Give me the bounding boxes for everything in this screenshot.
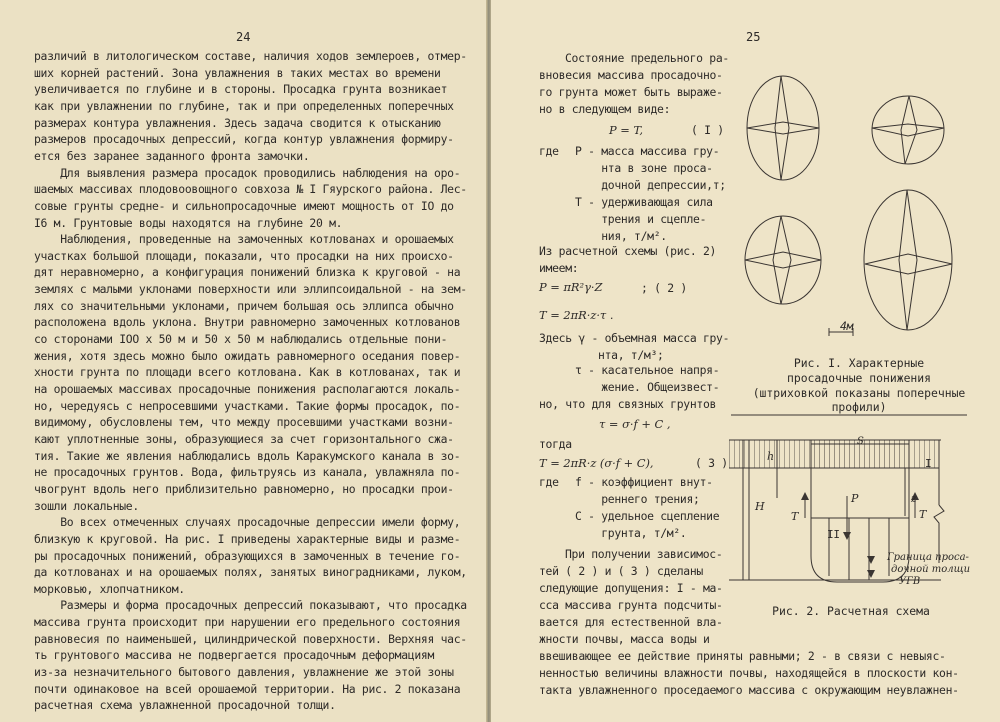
depression-outline-2 — [872, 96, 944, 164]
body-text-line: со сторонами IOO х 50 м и 50 х 50 м наблюдались отдельные пони- — [34, 332, 448, 347]
body-text-line: I6 м. Грунтовые воды находятся на глубине 20 м. — [34, 215, 343, 230]
body-text-line: различий в литологическом составе, наличия ходов землероев, отмер- — [34, 49, 467, 63]
bottom-line: такта увлажненного проседаемого массива с окружающим неувлажнен- — [539, 683, 959, 697]
label-boundary: Граница проса- — [887, 552, 969, 563]
label-t-left: T — [791, 510, 799, 523]
assumption-line: тей ( 2 ) и ( 3 ) сделаны — [539, 564, 703, 578]
intro-line: вновесия массива просадочно- — [539, 68, 723, 82]
here-line: нта, т/м³; — [539, 348, 664, 362]
def-p-line: нта в зоне проса- — [575, 161, 713, 175]
body-text-line: землях с малыми уклонами поверхности или эллипсоидальной - на зем- — [34, 282, 467, 297]
label-zone-2: II — [827, 528, 840, 541]
equation-1: P = T, — [609, 123, 643, 137]
left-page — [0, 0, 487, 722]
body-text-line: шаемых массивах плодовоовощного совхоза № I Гяурского района. Лес- — [34, 182, 467, 197]
body-text-line: расчетная схема увлажненной просадочной толщи. — [34, 698, 336, 713]
def-t-line: ния, т/м². — [575, 229, 667, 243]
where-label: где — [539, 144, 559, 158]
page-number-left: 24 — [236, 30, 251, 44]
scale-bar-label: 4м — [840, 319, 854, 333]
body-text-line: лях со значительными уклонами, причем большая ось эллипса обычно — [34, 298, 454, 313]
then-label: тогда — [539, 437, 572, 451]
def-f-line: реннего трения; — [575, 492, 700, 506]
figure-1-caption-line: просадочные понижения — [786, 371, 931, 385]
label-ugv: УГВ — [899, 576, 921, 587]
equation-1-number: ( I ) — [691, 123, 724, 137]
equation-3-number: ( 3 ) — [695, 456, 728, 470]
figure-1-depressions — [741, 70, 971, 350]
assumption-line: сса массива грунта подсчиты- — [539, 598, 723, 612]
body-text-line: ры просадочных понижений, образующихся в замоченных в течение го- — [34, 548, 461, 563]
label-h: h — [767, 450, 775, 463]
equation-3: T = 2πR·z (σ·f + C), — [539, 456, 654, 470]
def-p-line: дочной депрессии,т; — [575, 178, 726, 192]
depression-outline-1 — [747, 76, 819, 180]
def-c-line: грунта, т/м². — [575, 526, 687, 540]
depression-outline-3 — [745, 216, 821, 304]
def-f-line: f - коэффициент внут- — [575, 475, 713, 489]
label-t-right: T — [919, 508, 927, 521]
body-text-line: из-за незначительного бытового давления, увлажнение же этой зоны — [34, 665, 454, 680]
assumption-line: жности почвы, масса воды и — [539, 632, 710, 646]
tau-line: но, что для связных грунтов — [539, 397, 717, 411]
equation-2: P = πR²γ·Z — [539, 280, 603, 294]
body-text-line: Во всех отмеченных случаях просадочные депрессии имели форму, — [34, 515, 461, 530]
body-text-line: близкую к круговой. На рис. I приведены характерные виды и разме- — [34, 531, 461, 546]
equation-2-number: ; ( 2 ) — [641, 281, 687, 295]
equation-3a: τ = σ·f + C , — [599, 417, 671, 431]
body-text-line: увеличивается по глубине и в стороны. Просадка грунта возникает — [34, 82, 448, 97]
bottom-line: ненностью величины влажности почвы, находящейся в плоскости кон- — [539, 666, 959, 680]
body-text-line: морковью, хлопчатником. — [34, 581, 185, 596]
label-z: z — [911, 492, 917, 505]
depression-outline-4 — [864, 190, 952, 330]
body-text-line: массива грунта происходит при нарушении его предельного состояния — [34, 615, 461, 630]
figure-1-caption-line: Рис. I. Характерные — [793, 356, 925, 370]
figure-1-caption-line: профили) — [831, 400, 887, 414]
assumption-line: следующие допущения: I - ма- — [539, 581, 723, 595]
body-text-line: Для выявления размера просадок проводились наблюдения на оро- — [34, 165, 461, 180]
scheme-line: имеем: — [539, 261, 579, 275]
body-text-line: совые грунты средне- и сильнопросадочные имеют мощность от IO до — [34, 198, 454, 213]
label-s: S — [857, 436, 864, 447]
equation-2b: T = 2πR·z·τ . — [539, 308, 614, 322]
def-p-line: P - масса массива гру- — [575, 144, 720, 158]
separator-rule — [731, 414, 971, 418]
body-text-line: кают уплотненные зоны, образующиеся за счет горизонтального сжа- — [34, 431, 454, 446]
figure-2-caption: Рис. 2. Расчетная схема — [772, 604, 930, 618]
def-c-line: C - удельное сцепление — [575, 509, 720, 523]
body-text-line: зошли локальные. — [34, 498, 139, 513]
tau-line: τ - касательное напря- — [575, 363, 720, 377]
body-text-line: размеров просадочных депрессий, когда контур увлажнения формиру- — [34, 132, 454, 147]
here-line: Здесь γ - объемная масса гру- — [539, 331, 730, 345]
assumption-line: вается для естественной вла- — [539, 615, 723, 629]
scheme-line: Из расчетной схемы (рис. 2) — [539, 244, 717, 258]
body-text-line: но, чередуясь с непросевшими участками. Такие формы просадок, по- — [34, 398, 461, 413]
def-t-line: трения и сцепле- — [575, 212, 707, 226]
body-text-line: ших корней растений. Зона увлажнения в таких местах во времени — [34, 65, 441, 80]
body-text-line: дят неравномерно, а конфигурация понижений близка к круговой - на — [34, 265, 461, 280]
body-text-line: Наблюдения, проведенные на замоченных котлованах и орошаемых — [34, 232, 454, 247]
right-page — [491, 0, 1000, 722]
body-text-line: видимому, обусловлены тем, что между просевшими участками возни- — [34, 415, 454, 430]
body-text-line: почти одинаковое на всей орошаемой территории. На рис. 2 показана — [34, 681, 461, 696]
bottom-line: ввешивающее ее действие приняты равными; 2 - в связи с невыяс- — [539, 649, 946, 663]
body-text-line: жения, хотя здесь можно было ожидать равномерного оседания повер- — [34, 348, 461, 363]
body-text-line: ть грунтового массива не подвергается просадочным деформациям — [34, 648, 435, 663]
body-text-line: ется без заранее заданного фронта замочки. — [34, 148, 310, 163]
tau-line: жение. Общеизвест- — [575, 380, 720, 394]
where-label: где — [539, 475, 559, 489]
def-t-line: T - удерживающая сила — [575, 195, 713, 209]
label-zone-1: I — [925, 457, 932, 470]
intro-line: но в следующем виде: — [539, 102, 671, 116]
body-text-line: не просадочных грунтов. Вода, фильтруясь из канала, увлажняла по- — [34, 465, 461, 480]
figure-1-caption-line: (штриховкой показаны поперечные — [752, 386, 966, 400]
label-boundary: дочной толщи — [891, 564, 971, 575]
body-text-line: равновесия по наименьшей, цилиндрической поверхности. Верхняя час- — [34, 631, 467, 646]
body-text-line: Размеры и форма просадочных депрессий показывают, что просадка — [34, 598, 467, 613]
label-H: H — [755, 500, 765, 513]
body-text-line: да котлованах и на орошаемых полях, занятых виноградниками, луком, — [34, 565, 467, 580]
assumption-line: При получении зависимос- — [565, 547, 723, 561]
body-text-line: как при увлажнении по глубине, так и при определенных поперечных — [34, 98, 454, 113]
body-text-line: чвогрунт вдоль него приблизительно равномерно, но просадки прои- — [34, 481, 454, 496]
intro-line: Состояние предельного ра- — [565, 51, 729, 65]
body-text-line: размерах контура увлажнения. Здесь задача сводится к отысканию — [34, 115, 441, 130]
body-text-line: на орошаемых массивах просадочные понижения располагаются локаль- — [34, 382, 461, 396]
body-text-line: участках большой площади, показали, что просадки на них происхо- — [34, 248, 454, 263]
body-text-line: расположена вдоль уклона. Внутри равномерно замоченных котлованов — [34, 315, 461, 330]
intro-line: го грунта может быть выраже- — [539, 85, 723, 99]
page-number-right: 25 — [746, 30, 761, 44]
body-text-line: тия. Такие же явления наблюдались вдоль Каракумского канала в зо- — [34, 448, 461, 463]
label-p: P — [851, 492, 859, 505]
body-text-line: хности грунта по площади всего котлована. Как в котлованах, так и — [34, 365, 461, 380]
